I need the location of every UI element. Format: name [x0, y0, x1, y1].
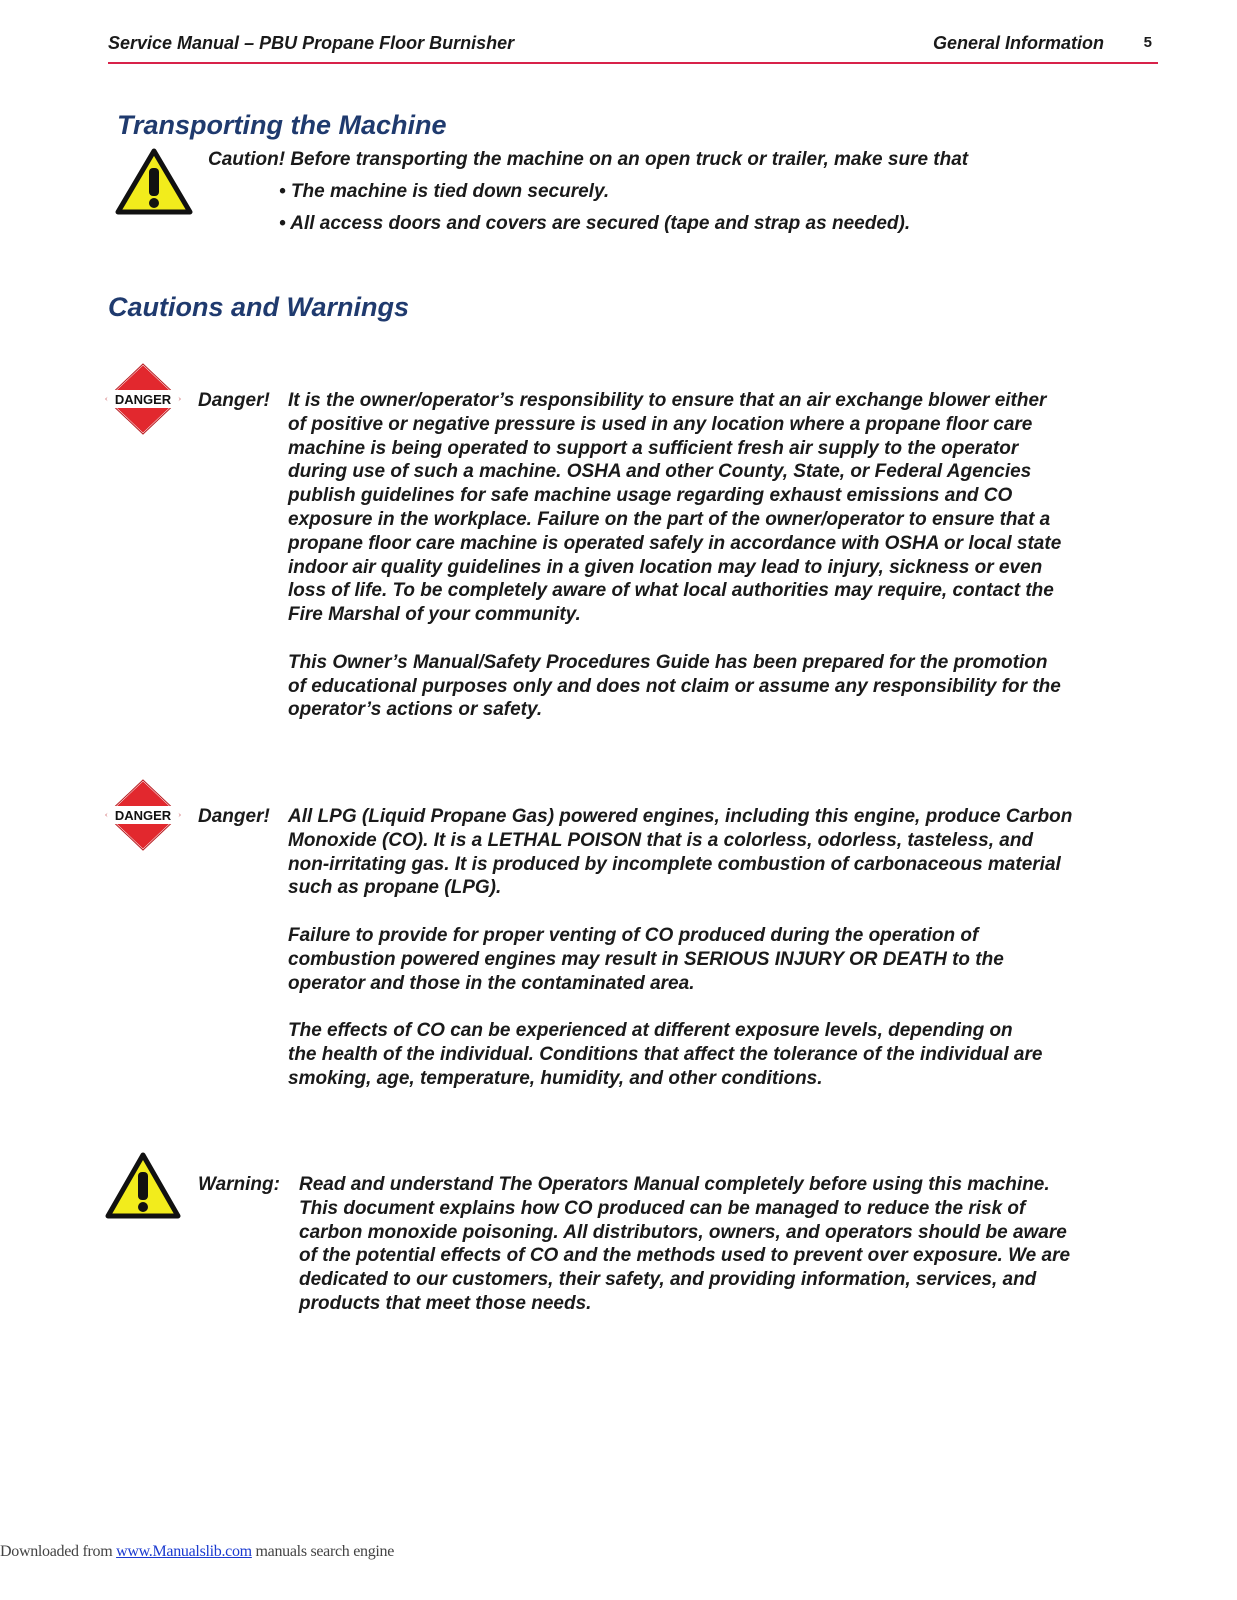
- transport-heading: Transporting the Machine: [117, 110, 447, 140]
- manualslib-link[interactable]: www.Manualslib.com: [116, 1543, 252, 1560]
- danger1-paragraph-2: This Owner’s Manual/Safety Procedures Guide has been prepared for the promotion of educational purposes only and does not claim or assume any responsibility for the operator’s actions or safety.: [288, 651, 1061, 721]
- caution-icon: [115, 148, 193, 221]
- danger1-label: Danger!: [198, 390, 270, 411]
- manual-title: Service Manual – PBU Propane Floor Burnisher: [108, 33, 515, 53]
- danger1-paragraph-1: It is the owner/operator’s responsibility to ensure that an air exchange blower either of positive or negative pressure is used in any location where a propane floor care machine is being operated to support a sufficient fresh air supply to the operator during use of such a machine. OSHA and other County, State, or Federal Agencies publish guidelines for safe machine usage regarding exhaust emissions and CO exposure in the workplace. Failure on the part of the owner/operator to ensure that a propane floor care machine is operated safely in accordance with OSHA or local state indoor air quality guidelines in a given location may lead to injury, sickness or even loss of life. To be completely aware of what local authorities may require, contact the Fire Marshal of your community.: [288, 390, 1062, 626]
- danger1-body: [288, 389, 1148, 722]
- cautions-heading: Cautions and Warnings: [108, 292, 410, 322]
- transport-caution: Caution! Before transporting the machine on an open truck or trailer, make sure that: [208, 149, 969, 170]
- transport-bullet-1: • The machine is tied down securely.: [279, 181, 610, 202]
- warning-label: Warning:: [198, 1174, 280, 1195]
- danger2-body: [288, 805, 1148, 1091]
- danger2-paragraph-2: Failure to provide for proper venting of CO produced during the operation of combustion powered engines may result in SERIOUS INJURY OR DEATH to the operator and those in the contaminated area.: [288, 924, 1004, 994]
- page-number: 5: [1143, 34, 1152, 51]
- transport-bullet-2: • All access doors and covers are secured (tape and strap as needed).: [279, 213, 911, 234]
- download-footer: [0, 1543, 394, 1561]
- warning-body: [299, 1173, 1149, 1316]
- danger2-paragraph-1: All LPG (Liquid Propane Gas) powered engines, including this engine, produce Carbon Monoxide (CO). It is a LETHAL POISON that is a colorless, odorless, tasteless, and non-irritating gas. It is produced by incomplete combustion of carbonaceous material such as propane (LPG).: [288, 806, 1073, 899]
- danger-badge-text: DANGER: [114, 392, 172, 407]
- danger-icon: [104, 362, 182, 441]
- danger2-label: Danger!: [198, 806, 270, 827]
- page-header: [108, 30, 1158, 64]
- footer-prefix: Downloaded from: [0, 1543, 117, 1560]
- warning-paragraph-1: Read and understand The Operators Manual completely before using this machine. This document explains how CO produced can be managed to reduce the risk of carbon monoxide poisoning. All distributors, owners, and operators should be aware of the potential effects of CO and the methods used to prevent over exposure. We are dedicated to our customers, their safety, and providing information, services, and products that meet those needs.: [299, 1174, 1071, 1314]
- section-title: General Information: [932, 33, 1104, 53]
- danger-badge-text: DANGER: [114, 808, 172, 823]
- danger2-paragraph-3: The effects of CO can be experienced at different exposure levels, depending on the health of the individual. Conditions that affect the tolerance of the individual are smoking, age, temperature, humidity, and other conditions.: [288, 1020, 1043, 1089]
- danger-icon: [104, 778, 182, 857]
- warning-icon: [105, 1152, 181, 1225]
- footer-suffix: manuals search engine: [251, 1543, 395, 1560]
